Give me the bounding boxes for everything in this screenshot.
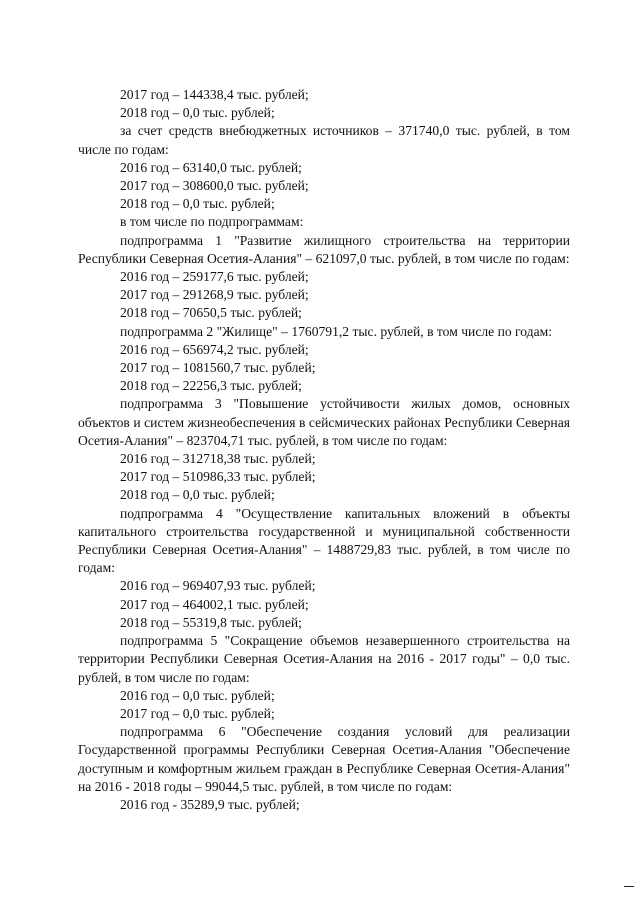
subprogram-2-2017: 2017 год – 1081560,7 тыс. рублей; xyxy=(120,360,316,376)
subprogram-3-2017: 2017 год – 510986,33 тыс. рублей; xyxy=(120,469,316,485)
subprogram-2: подпрограмма 2 "Жилище" – 1760791,2 тыс. рублей, в том числе по годам: xyxy=(120,323,553,339)
subprograms-intro: в том числе по подпрограммам: xyxy=(120,214,304,230)
budget-line-2017: 2017 год – 144338,4 тыс. рублей; xyxy=(120,87,309,102)
subprogram-5-2016: 2016 год – 0,0 тыс. рублей; xyxy=(120,687,275,703)
subprogram-5: подпрограмма 5 "Сокращение объемов незавершенного строительства на территории Республики Северная Осетия-Алания на 2016 - 2017 годы" – 0,0 тыс. рублей, в том числе по годам: xyxy=(78,633,570,685)
document-body xyxy=(78,86,570,814)
subprogram-3-2018: 2018 год – 0,0 тыс. рублей; xyxy=(120,487,275,503)
subprogram-4-2018: 2018 год – 55319,8 тыс. рублей; xyxy=(120,614,302,630)
subprogram-4-2017: 2017 год – 464002,1 тыс. рублей; xyxy=(120,596,309,612)
page-edge-mark xyxy=(624,886,634,887)
subprogram-3: подпрограмма 3 "Повышение устойчивости жилых домов, основных объектов и систем жизнеобеспечения в сейсмических районах Республики Северная Осетия-Алания" – 823704,71 тыс. рублей, в том числе по годам: xyxy=(78,396,570,448)
subprogram-1-2016: 2016 год – 259177,6 тыс. рублей; xyxy=(120,269,309,285)
subprogram-5-2017: 2017 год – 0,0 тыс. рублей; xyxy=(120,705,275,721)
subprogram-4: подпрограмма 4 "Осуществление капитальных вложений в объекты капитального строительства государственной и муниципальной собственности Республики Северная Осетия-Алания" – 1488729,83 тыс. рублей, в том числе по годам: xyxy=(78,505,570,576)
subprogram-1-2018: 2018 год – 70650,5 тыс. рублей; xyxy=(120,305,302,321)
extrabudgetary-2017: 2017 год – 308600,0 тыс. рублей; xyxy=(120,178,309,194)
subprogram-6: подпрограмма 6 "Обеспечение создания условий для реализации Государственной программы Республики Северная Осетия-Алания "Обеспечение доступным и комфортным жильем граждан в Республике Северная Осетия-Алания" на 2016 - 2018 годы – 99044,5 тыс. рублей, в том числе по годам: xyxy=(78,724,570,794)
extrabudgetary-2018: 2018 год – 0,0 тыс. рублей; xyxy=(120,196,275,212)
subprogram-1: подпрограмма 1 "Развитие жилищного строительства на территории Республики Северная Осетия-Алания" – 621097,0 тыс. рублей, в том числе по годам: xyxy=(78,232,570,266)
subprogram-4-2016: 2016 год – 969407,93 тыс. рублей; xyxy=(120,578,316,594)
subprogram-2-2018: 2018 год – 22256,3 тыс. рублей; xyxy=(120,378,302,394)
subprogram-6-2016: 2016 год - 35289,9 тыс. рублей; xyxy=(120,796,300,812)
subprogram-3-2016: 2016 год – 312718,38 тыс. рублей; xyxy=(120,451,316,467)
subprogram-1-2017: 2017 год – 291268,9 тыс. рублей; xyxy=(120,287,309,303)
extrabudgetary-sources: за счет средств внебюджетных источников – 371740,0 тыс. рублей, в том числе по годам: xyxy=(78,123,570,157)
subprogram-2-2016: 2016 год – 656974,2 тыс. рублей; xyxy=(120,341,309,357)
budget-line-2018: 2018 год – 0,0 тыс. рублей; xyxy=(120,105,275,121)
extrabudgetary-2016: 2016 год – 63140,0 тыс. рублей; xyxy=(120,159,302,175)
